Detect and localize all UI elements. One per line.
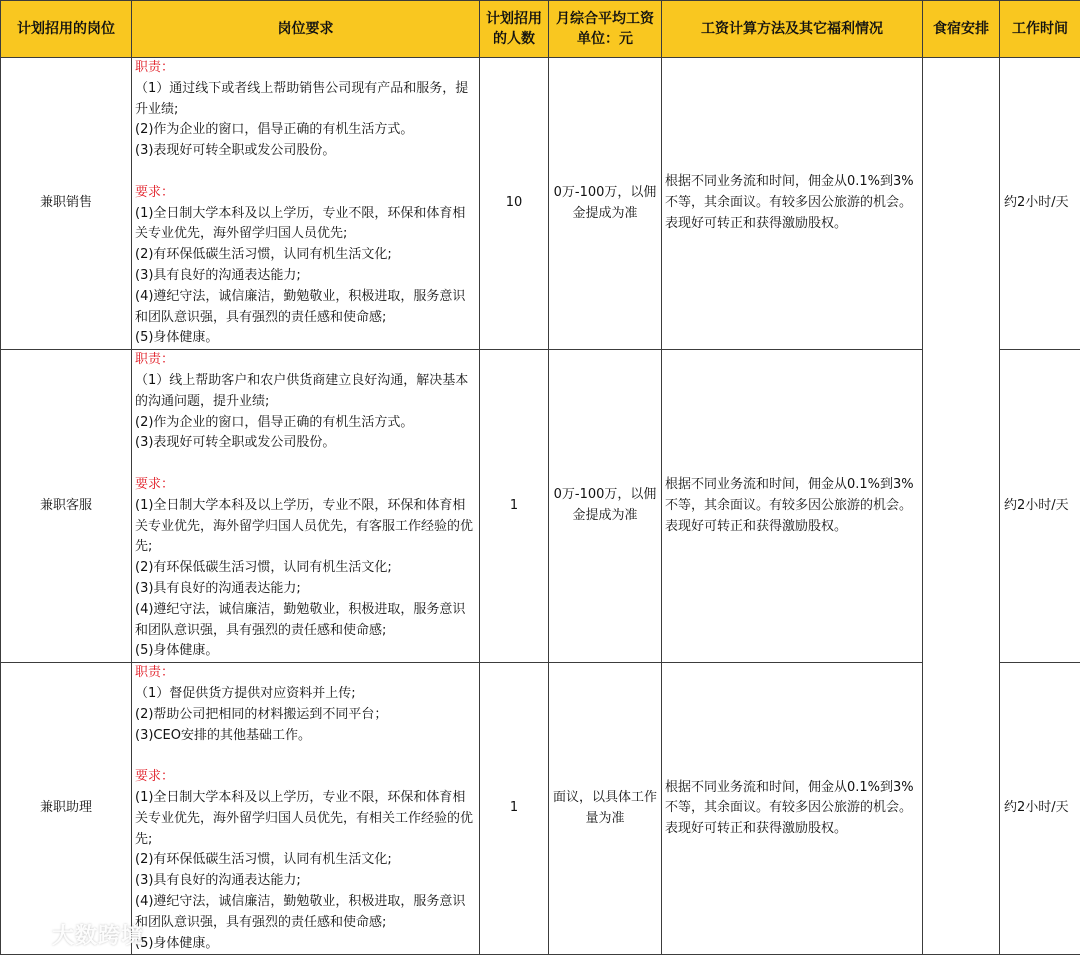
header-headcount [480, 1, 549, 58]
header-hours: 工作时间 [1000, 1, 1080, 58]
requirements-cell [132, 350, 480, 663]
requirement-item: (5)身体健康。 [135, 641, 477, 662]
header-accommodation: 食宿安排 [923, 1, 1000, 58]
position-cell: 兼职客服 [1, 350, 132, 663]
requirement-item: (4)遵纪守法，诚信廉洁，勤勉敬业，积极进取，服务意识和团队意识强，具有强烈的责任感和使命感; [135, 287, 477, 329]
header-position: 计划招用的岗位 [1, 1, 132, 58]
salary-cell: 面议，以具体工作量为准 [549, 663, 662, 955]
spacer [135, 454, 477, 475]
welfare-cell: 根据不同业务流和时间，佣金从0.1%到3%不等，其余面议。有较多因公旅游的机会。表现好可转正和获得激励股权。 [662, 58, 923, 350]
hours-cell: 约2小时/天 [1000, 350, 1080, 663]
duty-item: （1）线上帮助客户和农户供货商建立良好沟通，解决基本的沟通问题，提升业绩; [135, 371, 477, 413]
duty-item: (3)CEO安排的其他基础工作。 [135, 726, 477, 747]
requirements-cell [132, 58, 480, 350]
requirement-item: (4)遵纪守法，诚信廉洁，勤勉敬业，积极进取，服务意识和团队意识强，具有强烈的责任感和使命感; [135, 892, 477, 934]
salary-cell: 0万-100万，以佣金提成为准 [549, 350, 662, 663]
hours-cell: 约2小时/天 [1000, 663, 1080, 955]
requirement-item: (4)遵纪守法，诚信廉洁，勤勉敬业，积极进取，服务意识和团队意识强，具有强烈的责任感和使命感; [135, 600, 477, 642]
duty-item: （1）通过线下或者线上帮助销售公司现有产品和服务，提升业绩; [135, 79, 477, 121]
headcount-cell: 10 [480, 58, 549, 350]
requirements-label: 要求： [135, 475, 477, 496]
spacer [135, 162, 477, 183]
accommodation-cell [923, 58, 1000, 955]
requirements-cell [132, 663, 480, 955]
header-salary-line2: 单位：元 [577, 31, 633, 47]
header-salary [549, 1, 662, 58]
duty-item: (2)作为企业的窗口，倡导正确的有机生活方式。 [135, 413, 477, 434]
duty-item: (3)表现好可转全职或发公司股份。 [135, 433, 477, 454]
duties-label: 职责： [135, 58, 477, 79]
requirement-item: (2)有环保低碳生活习惯，认同有机生活文化; [135, 245, 477, 266]
requirement-item: (2)有环保低碳生活习惯，认同有机生活文化; [135, 850, 477, 871]
requirement-item: (3)具有良好的沟通表达能力; [135, 266, 477, 287]
table-row [1, 350, 1080, 663]
header-requirements: 岗位要求 [132, 1, 480, 58]
watermark-text: 大数跨境 [52, 919, 144, 950]
spacer [135, 746, 477, 767]
duty-item: (2)作为企业的窗口，倡导正确的有机生活方式。 [135, 120, 477, 141]
requirement-item: (3)具有良好的沟通表达能力; [135, 871, 477, 892]
table-row [1, 663, 1080, 955]
requirement-item: (5)身体健康。 [135, 328, 477, 349]
requirements-label: 要求： [135, 183, 477, 204]
requirement-item: (1)全日制大学本科及以上学历，专业不限，环保和体育相关专业优先，海外留学归国人员优先，有相关工作经验的优先; [135, 788, 477, 850]
duties-label: 职责： [135, 350, 477, 371]
duty-item: (3)表现好可转全职或发公司股份。 [135, 141, 477, 162]
salary-cell: 0万-100万，以佣金提成为准 [549, 58, 662, 350]
table-row [1, 58, 1080, 350]
duties-label: 职责： [135, 663, 477, 684]
requirement-item: (1)全日制大学本科及以上学历，专业不限，环保和体育相关专业优先，海外留学归国人员优先，有客服工作经验的优先; [135, 496, 477, 558]
requirement-item: (2)有环保低碳生活习惯，认同有机生活文化; [135, 558, 477, 579]
requirements-label: 要求： [135, 767, 477, 788]
hours-cell: 约2小时/天 [1000, 58, 1080, 350]
position-cell: 兼职助理 [1, 663, 132, 955]
header-row [1, 1, 1080, 58]
requirement-item: (3)具有良好的沟通表达能力; [135, 579, 477, 600]
header-salary-line1: 月综合平均工资 [556, 11, 654, 27]
header-headcount-line2: 的人数 [493, 31, 535, 47]
header-welfare: 工资计算方法及其它福利情况 [662, 1, 923, 58]
requirement-item: (5)身体健康。 [135, 934, 477, 955]
welfare-cell: 根据不同业务流和时间，佣金从0.1%到3%不等，其余面议。有较多因公旅游的机会。表现好可转正和获得激励股权。 [662, 350, 923, 663]
requirement-item: (1)全日制大学本科及以上学历，专业不限，环保和体育相关专业优先，海外留学归国人员优先; [135, 204, 477, 246]
headcount-cell: 1 [480, 350, 549, 663]
header-headcount-line1: 计划招用 [486, 11, 542, 27]
duty-item: （1）督促供货方提供对应资料并上传; [135, 684, 477, 705]
position-cell: 兼职销售 [1, 58, 132, 350]
duty-item: (2)帮助公司把相同的材料搬运到不同平台； [135, 705, 477, 726]
headcount-cell: 1 [480, 663, 549, 955]
welfare-cell: 根据不同业务流和时间，佣金从0.1%到3%不等，其余面议。有较多因公旅游的机会。表现好可转正和获得激励股权。 [662, 663, 923, 955]
